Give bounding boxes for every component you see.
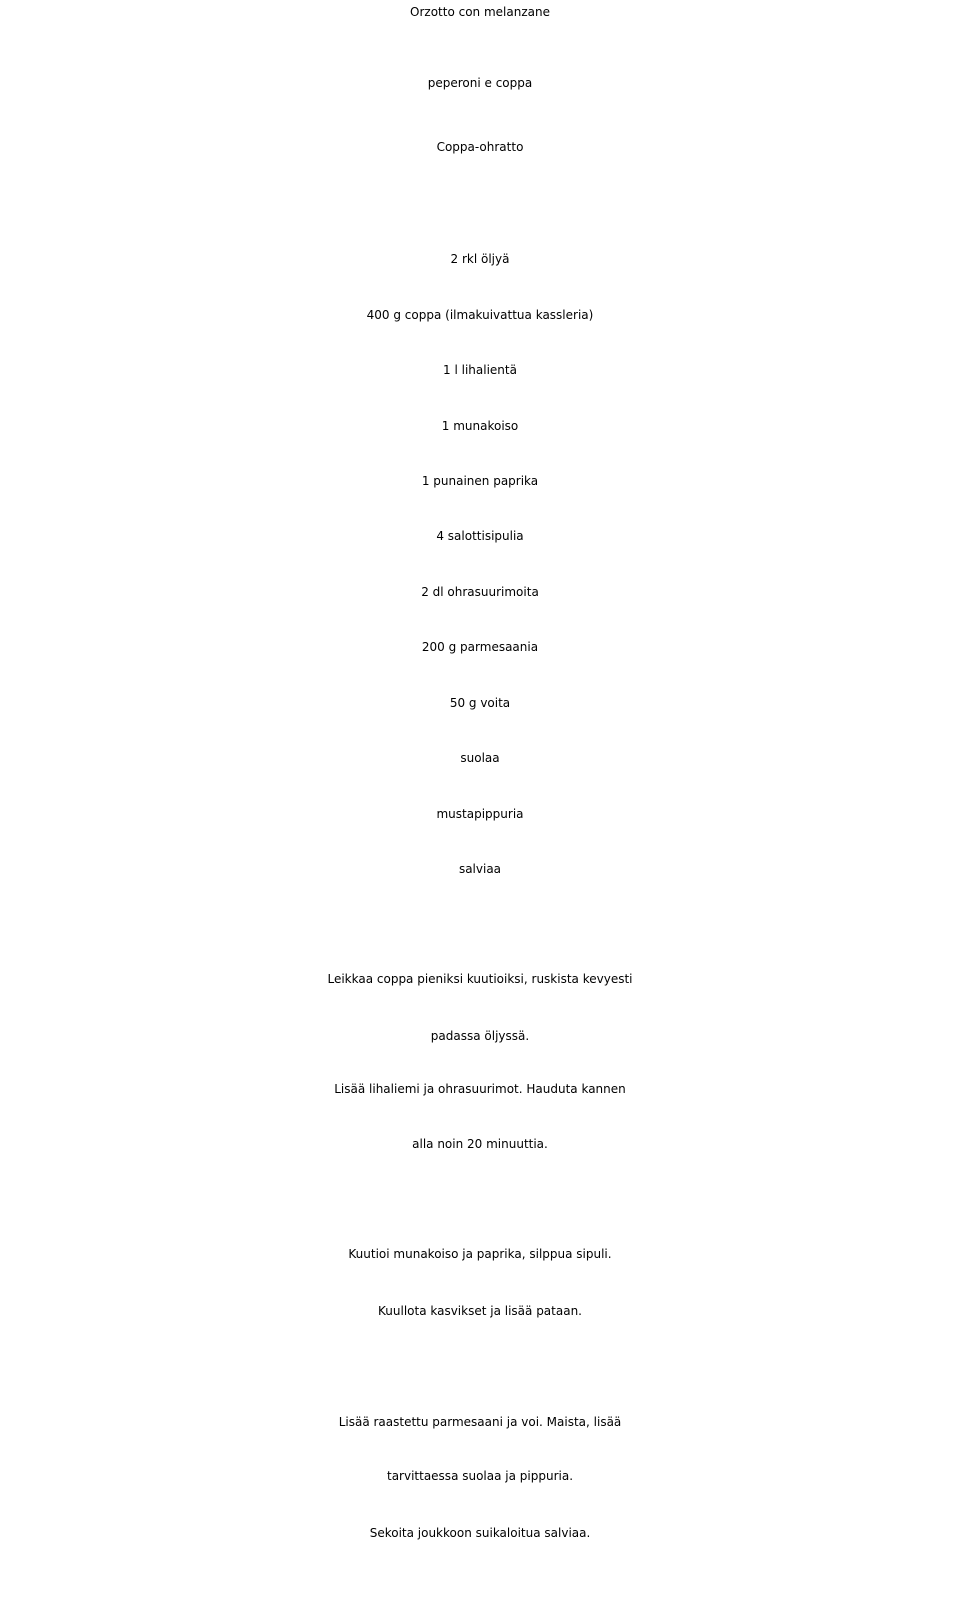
ingredient-item: 4 salottisipulia: [436, 529, 524, 543]
instruction-line: Lisää raastettu parmesaani ja voi. Maista, lisää: [338, 1415, 622, 1429]
instruction-line: Leikkaa coppa pieniksi kuutioiksi, ruskista kevyesti: [327, 972, 633, 986]
ingredient-item: suolaa: [460, 751, 500, 765]
recipe-subtitle: Coppa-ohratto: [436, 140, 524, 154]
instruction-line: Lisää lihaliemi ja ohrasuurimot. Hauduta kannen: [334, 1082, 626, 1096]
ingredient-item: mustapippuria: [436, 807, 524, 821]
ingredient-item: salviaa: [458, 862, 502, 876]
instruction-line: Kuutioi munakoiso ja paprika, silppua sipuli.: [348, 1247, 612, 1261]
ingredient-item: 1 l lihalientä: [443, 363, 517, 377]
recipe-title-line-1: Orzotto con melanzane: [410, 5, 550, 19]
ingredient-item: 1 munakoiso: [441, 419, 519, 433]
ingredient-item: 2 rkl öljyä: [450, 252, 510, 266]
ingredient-item: 1 punainen paprika: [421, 474, 539, 488]
instruction-line: padassa öljyssä.: [430, 1029, 530, 1043]
ingredient-item: 2 dl ohrasuurimoita: [421, 585, 539, 599]
ingredient-item: 400 g coppa (ilmakuivattua kassleria): [366, 308, 594, 322]
instruction-line: Kuullota kasvikset ja lisää pataan.: [378, 1304, 582, 1318]
ingredient-item: 200 g parmesaania: [421, 640, 539, 654]
instruction-line: Sekoita joukkoon suikaloitua salviaa.: [369, 1526, 591, 1540]
instruction-line: alla noin 20 minuuttia.: [412, 1137, 548, 1151]
instruction-line: tarvittaessa suolaa ja pippuria.: [386, 1469, 574, 1483]
recipe-title-line-2: peperoni e coppa: [427, 76, 533, 90]
ingredient-item: 50 g voita: [449, 696, 511, 710]
